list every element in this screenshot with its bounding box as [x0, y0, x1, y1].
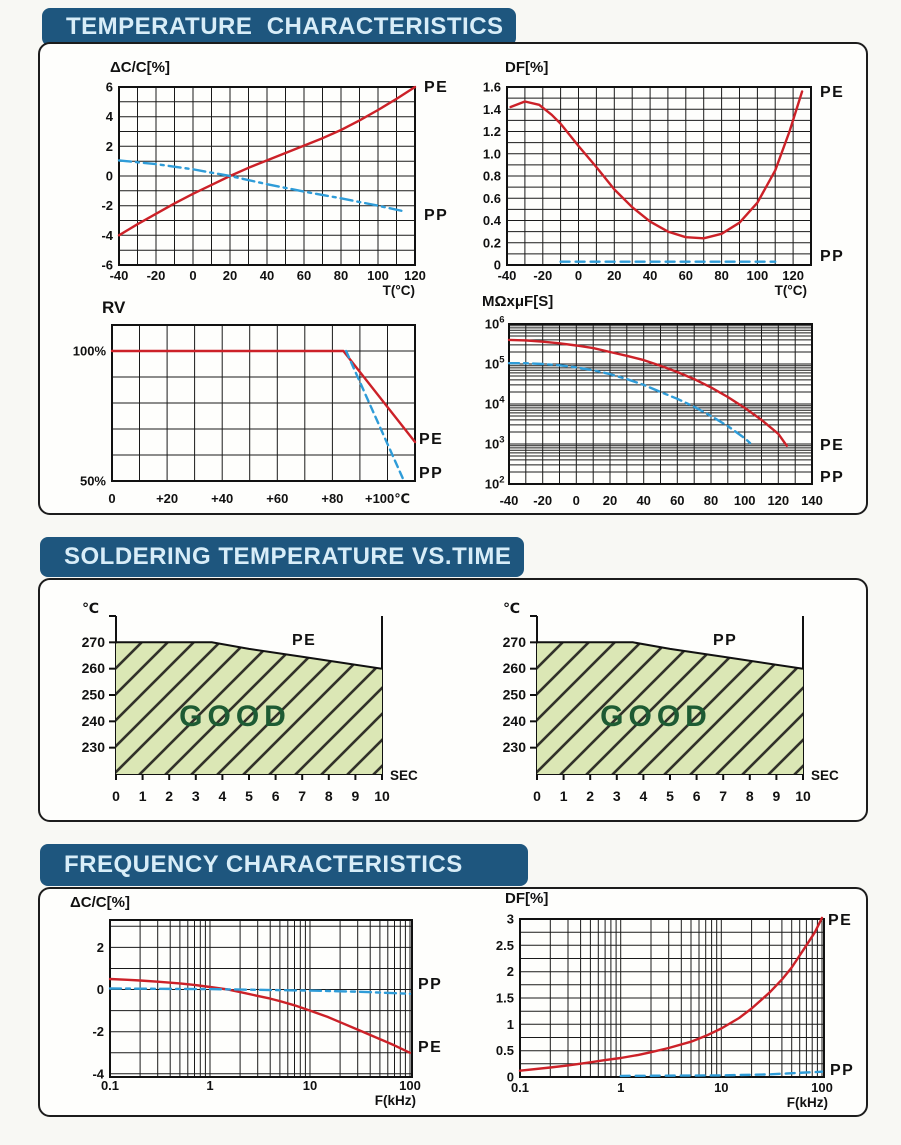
chart-temp-rv [62, 297, 462, 517]
svg-text:40: 40 [636, 493, 651, 508]
svg-text:+100℃: +100℃ [364, 491, 411, 506]
svg-text:7: 7 [298, 788, 307, 804]
svg-text:PP: PP [418, 976, 443, 993]
svg-text:T(°C): T(°C) [382, 283, 415, 298]
chart-soldering-pp [483, 592, 839, 822]
svg-text:250: 250 [502, 686, 526, 703]
panel-temperature [38, 42, 868, 515]
svg-text:6: 6 [105, 79, 113, 95]
chart-title-delta-c: ΔC/C[%] [70, 894, 130, 911]
chart-title-rv: RV [102, 298, 126, 317]
chart-canvas [62, 297, 462, 517]
svg-text:100: 100 [399, 1078, 421, 1093]
svg-text:1.5: 1.5 [495, 990, 514, 1006]
panel-frequency [38, 887, 868, 1117]
svg-text:0.1: 0.1 [100, 1078, 120, 1093]
svg-text:80: 80 [333, 268, 349, 283]
svg-text:10: 10 [302, 1078, 318, 1093]
chart-freq-capacitance-change [62, 892, 462, 1119]
panel-soldering [38, 578, 868, 822]
svg-text:100: 100 [733, 493, 756, 508]
svg-text:5: 5 [245, 788, 253, 804]
svg-text:PP: PP [713, 632, 738, 649]
chart-temp-insulation-resistance [462, 292, 874, 522]
svg-text:105: $10^5$ [484, 354, 505, 372]
svg-text:+20: +20 [156, 491, 179, 506]
svg-text:0: 0 [189, 268, 197, 283]
chart-canvas [62, 592, 418, 822]
svg-text:120: 120 [404, 268, 426, 283]
svg-text:104: $10^4$ [484, 394, 505, 412]
chart-canvas [462, 57, 874, 302]
section-header-soldering [40, 537, 524, 577]
section-title: SOLDERING TEMPERATURE VS.TIME [64, 543, 512, 570]
svg-text:40: 40 [259, 268, 275, 283]
svg-text:2: 2 [586, 788, 595, 804]
svg-text:T(°C): T(°C) [774, 283, 807, 298]
svg-text:+60: +60 [266, 491, 289, 506]
svg-text:100: 100 [811, 1080, 833, 1095]
svg-text:0.5: 0.5 [495, 1043, 514, 1059]
svg-text:20: 20 [607, 268, 622, 283]
svg-text:250: 250 [81, 686, 105, 703]
svg-text:10: 10 [795, 788, 811, 804]
svg-text:F(kHz): F(kHz) [786, 1095, 828, 1110]
svg-text:4: 4 [218, 788, 227, 804]
svg-text:4: 4 [105, 109, 113, 125]
svg-text:-40: -40 [497, 268, 517, 283]
svg-text:60: 60 [678, 268, 694, 283]
svg-text:0.1: 0.1 [510, 1080, 530, 1095]
svg-text:SEC: SEC [390, 768, 418, 783]
svg-text:8: 8 [324, 788, 333, 804]
svg-text:8: 8 [745, 788, 754, 804]
svg-text:100: 100 [367, 268, 389, 283]
svg-text:0: 0 [493, 257, 501, 273]
svg-text:9: 9 [351, 788, 360, 804]
svg-text:PE: PE [828, 912, 853, 929]
svg-text:1.6: 1.6 [482, 79, 501, 95]
svg-text:0: 0 [96, 982, 104, 997]
svg-text:100%: 100% [72, 343, 106, 359]
svg-text:0: 0 [108, 491, 116, 506]
section-title: TEMPERATURE CHARACTERISTICS [66, 13, 504, 40]
svg-text:260: 260 [502, 660, 526, 677]
svg-text:0: 0 [572, 493, 580, 508]
svg-text:0.4: 0.4 [482, 213, 501, 228]
svg-text:3: 3 [612, 788, 621, 804]
chart-canvas [462, 889, 874, 1119]
svg-text:PP: PP [820, 248, 845, 265]
chart-title-delta-c: ΔC/C[%] [110, 59, 170, 76]
svg-text:10: 10 [374, 788, 390, 804]
svg-text:-40: -40 [499, 493, 519, 508]
svg-text:PP: PP [424, 207, 449, 224]
chart-title-df: DF[%] [505, 890, 549, 907]
svg-text:2: 2 [105, 138, 113, 154]
svg-text:2.5: 2.5 [495, 937, 514, 953]
svg-text:50%: 50% [79, 473, 106, 489]
svg-text:1: 1 [617, 1080, 625, 1095]
svg-text:6: 6 [271, 788, 280, 804]
svg-text:3: 3 [191, 788, 200, 804]
svg-text:4: 4 [639, 788, 648, 804]
svg-text:1: 1 [206, 1078, 214, 1093]
chart-soldering-pe [62, 592, 418, 822]
chart-temp-df [462, 57, 874, 302]
svg-text:0: 0 [574, 268, 583, 283]
chart-title-celsius: ℃ [82, 600, 99, 616]
chart-freq-df [462, 889, 874, 1119]
svg-text:PP: PP [820, 469, 845, 486]
svg-text:120: 120 [767, 493, 790, 508]
svg-text:-20: -20 [533, 493, 553, 508]
svg-text:PP: PP [419, 465, 444, 482]
svg-text:230: 230 [502, 739, 526, 756]
chart-canvas [462, 292, 874, 522]
svg-text:-4: -4 [92, 1066, 104, 1082]
svg-text:140: 140 [801, 493, 823, 508]
svg-text:0.8: 0.8 [482, 168, 501, 184]
svg-text:0.6: 0.6 [482, 190, 501, 206]
svg-text:9: 9 [772, 788, 781, 804]
svg-text:PE: PE [419, 431, 444, 448]
section-header-frequency [40, 844, 528, 886]
chart-canvas [62, 892, 462, 1119]
svg-text:0: 0 [112, 788, 120, 804]
svg-text:F(kHz): F(kHz) [374, 1093, 416, 1108]
svg-text:-20: -20 [146, 268, 166, 283]
svg-text:5: 5 [666, 788, 674, 804]
svg-text:GOOD: GOOD [179, 700, 291, 733]
svg-text:+40: +40 [211, 491, 234, 506]
svg-text:0.2: 0.2 [482, 235, 501, 251]
chart-title-df: DF[%] [505, 59, 549, 76]
svg-text:20: 20 [222, 268, 238, 283]
chart-canvas [62, 57, 460, 302]
svg-text:-20: -20 [533, 268, 553, 283]
svg-text:10: 10 [714, 1080, 729, 1095]
svg-text:102: $10^2$ [484, 474, 505, 492]
svg-text:-6: -6 [101, 257, 113, 273]
svg-text:2: 2 [96, 939, 104, 955]
svg-text:103: $10^3$ [484, 434, 505, 452]
svg-text:0: 0 [105, 168, 113, 184]
svg-text:0: 0 [533, 788, 541, 804]
svg-text:1: 1 [138, 788, 147, 804]
svg-text:3: 3 [506, 911, 514, 927]
svg-text:0: 0 [506, 1069, 514, 1085]
chart-canvas [483, 592, 839, 822]
chart-temp-capacitance-change [62, 57, 460, 302]
svg-text:GOOD: GOOD [600, 700, 712, 733]
svg-text:270: 270 [81, 633, 105, 650]
svg-text:1.2: 1.2 [482, 124, 501, 139]
svg-text:1: 1 [506, 1016, 514, 1032]
svg-text:20: 20 [602, 493, 618, 508]
svg-text:106: $10^6$ [484, 314, 505, 332]
svg-text:+80: +80 [321, 491, 344, 506]
svg-text:2: 2 [165, 788, 174, 804]
svg-text:230: 230 [81, 739, 105, 756]
svg-text:260: 260 [81, 660, 105, 677]
svg-text:PP: PP [830, 1062, 855, 1079]
svg-text:-40: -40 [109, 268, 129, 283]
svg-text:-2: -2 [92, 1024, 104, 1040]
svg-text:80: 80 [703, 493, 719, 508]
section-title: FREQUENCY CHARACTERISTICS [64, 851, 463, 878]
svg-text:60: 60 [296, 268, 312, 283]
svg-text:40: 40 [642, 268, 658, 283]
svg-text:-2: -2 [101, 198, 113, 214]
svg-text:120: 120 [782, 268, 804, 283]
svg-text:1.4: 1.4 [482, 101, 501, 117]
svg-text:6: 6 [692, 788, 701, 804]
svg-text:SEC: SEC [811, 768, 839, 783]
chart-title-ir: MΩxμF[S] [482, 293, 554, 310]
svg-text:240: 240 [502, 712, 526, 729]
svg-text:60: 60 [670, 493, 685, 508]
svg-text:PE: PE [820, 84, 845, 101]
svg-text:1.0: 1.0 [482, 146, 501, 162]
svg-text:2: 2 [506, 964, 514, 980]
svg-text:7: 7 [719, 788, 728, 804]
svg-text:240: 240 [81, 712, 105, 729]
chart-title-celsius: ℃ [503, 600, 520, 616]
section-header-temperature [42, 8, 516, 46]
svg-text:1: 1 [559, 788, 568, 804]
svg-text:80: 80 [714, 268, 729, 283]
svg-text:PE: PE [820, 437, 845, 454]
svg-text:270: 270 [502, 633, 526, 650]
svg-text:PE: PE [292, 632, 317, 649]
svg-text:PE: PE [424, 79, 449, 96]
svg-text:PE: PE [418, 1039, 443, 1056]
svg-text:-4: -4 [101, 227, 113, 243]
svg-text:100: 100 [746, 268, 769, 283]
